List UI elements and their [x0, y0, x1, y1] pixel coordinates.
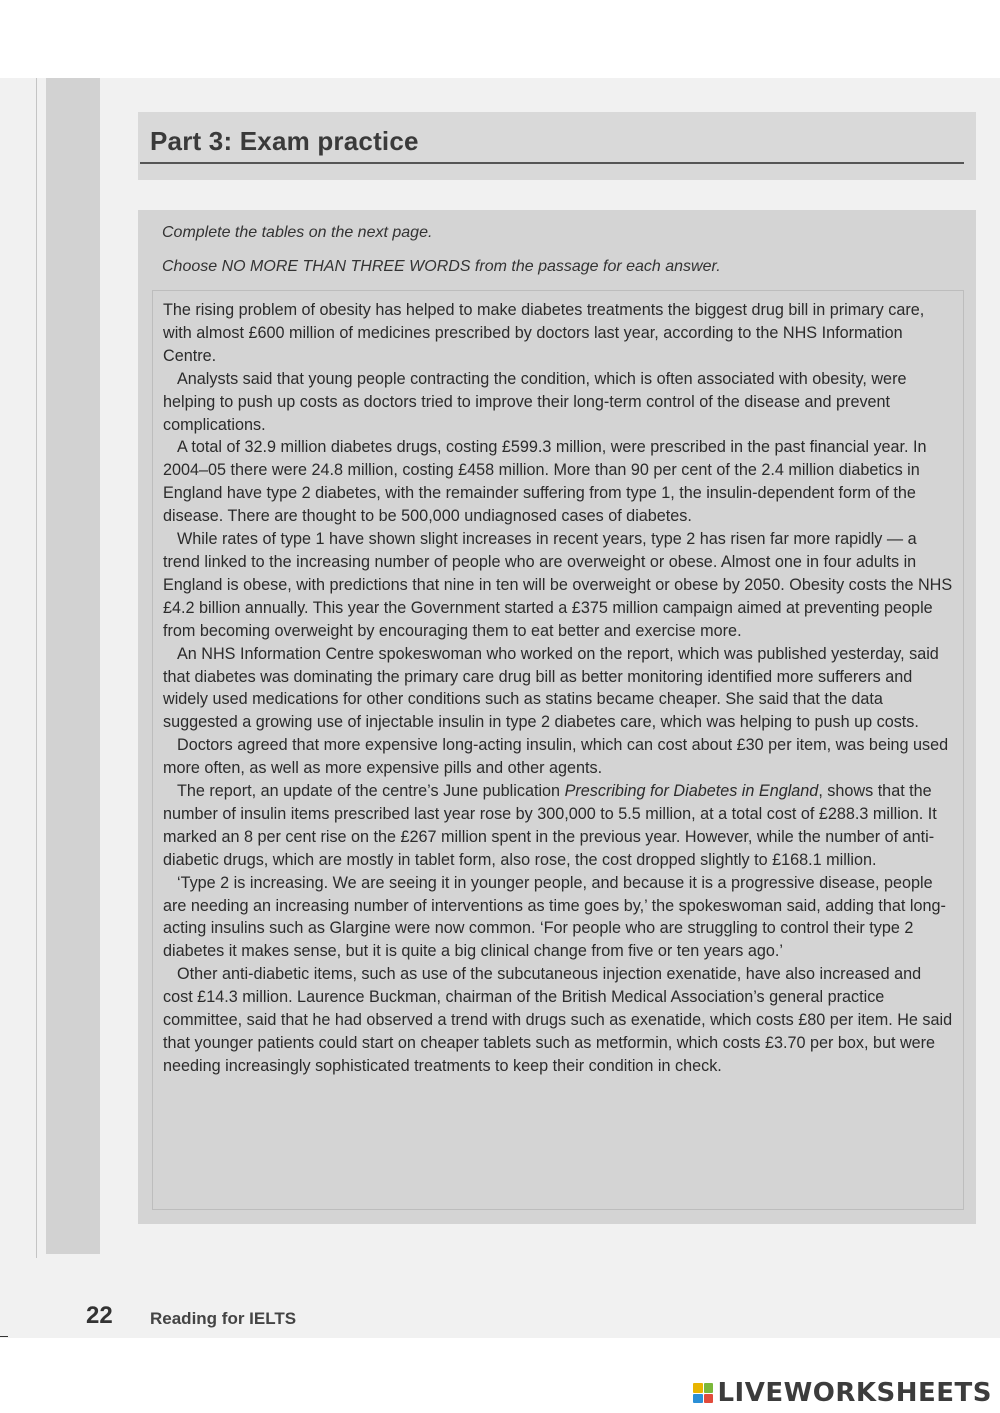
- watermark-text: LIVEWORKSHEETS: [717, 1378, 992, 1408]
- title-divider: [140, 162, 964, 164]
- page-title: Part 3: Exam practice: [150, 126, 419, 156]
- instruction-2: Choose NO MORE THAN THREE WORDS from the passage for each answer.: [162, 258, 721, 275]
- passage-paragraph-3: A total of 32.9 million diabetes drugs, costing £599.3 million, were prescribed in the past financial year. In 2004–05 there were 24.8 million, costing £458 million. More than 90 per cent of the 2.4 million diabetics in England have type 2 diabetes, with the remainder suffering from type 1, the insulin-dependent form of the disease. There are thought to be 500,000 undiagnosed cases of diabetes.: [163, 438, 927, 526]
- page-top-margin: [0, 0, 1000, 78]
- liveworksheets-watermark: [693, 1378, 992, 1408]
- section-header: [138, 112, 976, 180]
- reading-passage: [152, 290, 964, 1210]
- passage-paragraph-1: The rising problem of obesity has helped to make diabetes treatments the biggest drug bill in primary care, with almost £600 million of medicines prescribed by doctors last year, according to the NHS Information Centre.: [163, 301, 925, 365]
- passage-paragraph-9: Other anti-diabetic items, such as use of the subcutaneous injection exenatide, have also increased and cost £14.3 million. Laurence Buckman, chairman of the British Medical Association’s general practice committee, said that he had observed a trend with drugs such as exenatide, which costs £80 per item. He said that younger patients could start on cheaper tablets such as metformin, which costs £3.70 per box, but were needing increasingly sophisticated treatments to keep their condition in check.: [163, 965, 953, 1075]
- publication-title: Prescribing for Diabetes in England: [564, 782, 819, 801]
- passage-paragraph-4: While rates of type 1 have shown slight increases in recent years, type 2 has risen far more rapidly — a trend linked to the increasing number of people who are overweight or obese. Almost one in four adults in England is obese, with predictions that nine in ten will be overweight or obese by 2050. Obesity costs the NHS £4.2 billion annually. This year the Government started a £375 million campaign aimed at preventing people from becoming overweight by encouraging them to eat better and exercise more.: [163, 530, 953, 640]
- book-title: Reading for IELTS: [150, 1309, 297, 1328]
- passage-paragraph-5: An NHS Information Centre spokeswoman who worked on the report, which was published yesterday, said that diabetes was dominating the primary care drug bill as better monitoring identified more sufferers and widely used medications for other conditions such as statins became cheaper. She said that the data suggested a growing use of injectable insulin in type 2 diabetes care, which was helping to push up costs.: [163, 644, 939, 732]
- left-margin-shade: [46, 78, 100, 1254]
- liveworksheets-logo-icon: [693, 1383, 713, 1403]
- passage-paragraph-8: ‘Type 2 is increasing. We are seeing it in younger people, and because it is a progressive disease, people are needing an increasing number of interventions as time goes by,’ the spokeswoman said, adding that long-acting insulins such as Glargine were now common. ‘For people who are struggling to control their type 2 diabetes it makes sense, but it is quite a big clinical change from five or ten years ago.’: [163, 873, 946, 961]
- paragraph-7-rest: , shows that the number of insulin items prescribed last year rose by 300,000 to 5.5 million, at a total cost of £288.3 million. It marked an 8 per cent rise on the £267 million spent in the previous year. However, while the number of anti-diabetic drugs, which are mostly in tablet form, also rose, the cost dropped slightly to £168.1 million.: [163, 782, 937, 869]
- page-edge-line: [36, 78, 37, 1258]
- instruction-1: Complete the tables on the next page.: [162, 224, 433, 241]
- logo-square-4: [704, 1394, 714, 1404]
- passage-paragraph-2: Analysts said that young people contracting the condition, which is often associated with obesity, were helping to push up costs as doctors tried to improve their long-term control of the disease and prevent complications.: [163, 369, 907, 434]
- exercise-panel: [138, 210, 976, 1224]
- logo-square-2: [704, 1383, 714, 1393]
- passage-paragraph-6: Doctors agreed that more expensive long-acting insulin, which can cost about £30 per item, was being used more often, as well as more expensive pills and other agents.: [163, 736, 949, 778]
- logo-square-3: [693, 1394, 703, 1404]
- crop-mark: [0, 1336, 8, 1337]
- passage-paragraph-7: [163, 780, 953, 872]
- paragraph-7-lead: The report, an update of the centre’s June publication: [177, 782, 565, 801]
- logo-square-1: [693, 1383, 703, 1393]
- page-number: 22: [86, 1302, 113, 1329]
